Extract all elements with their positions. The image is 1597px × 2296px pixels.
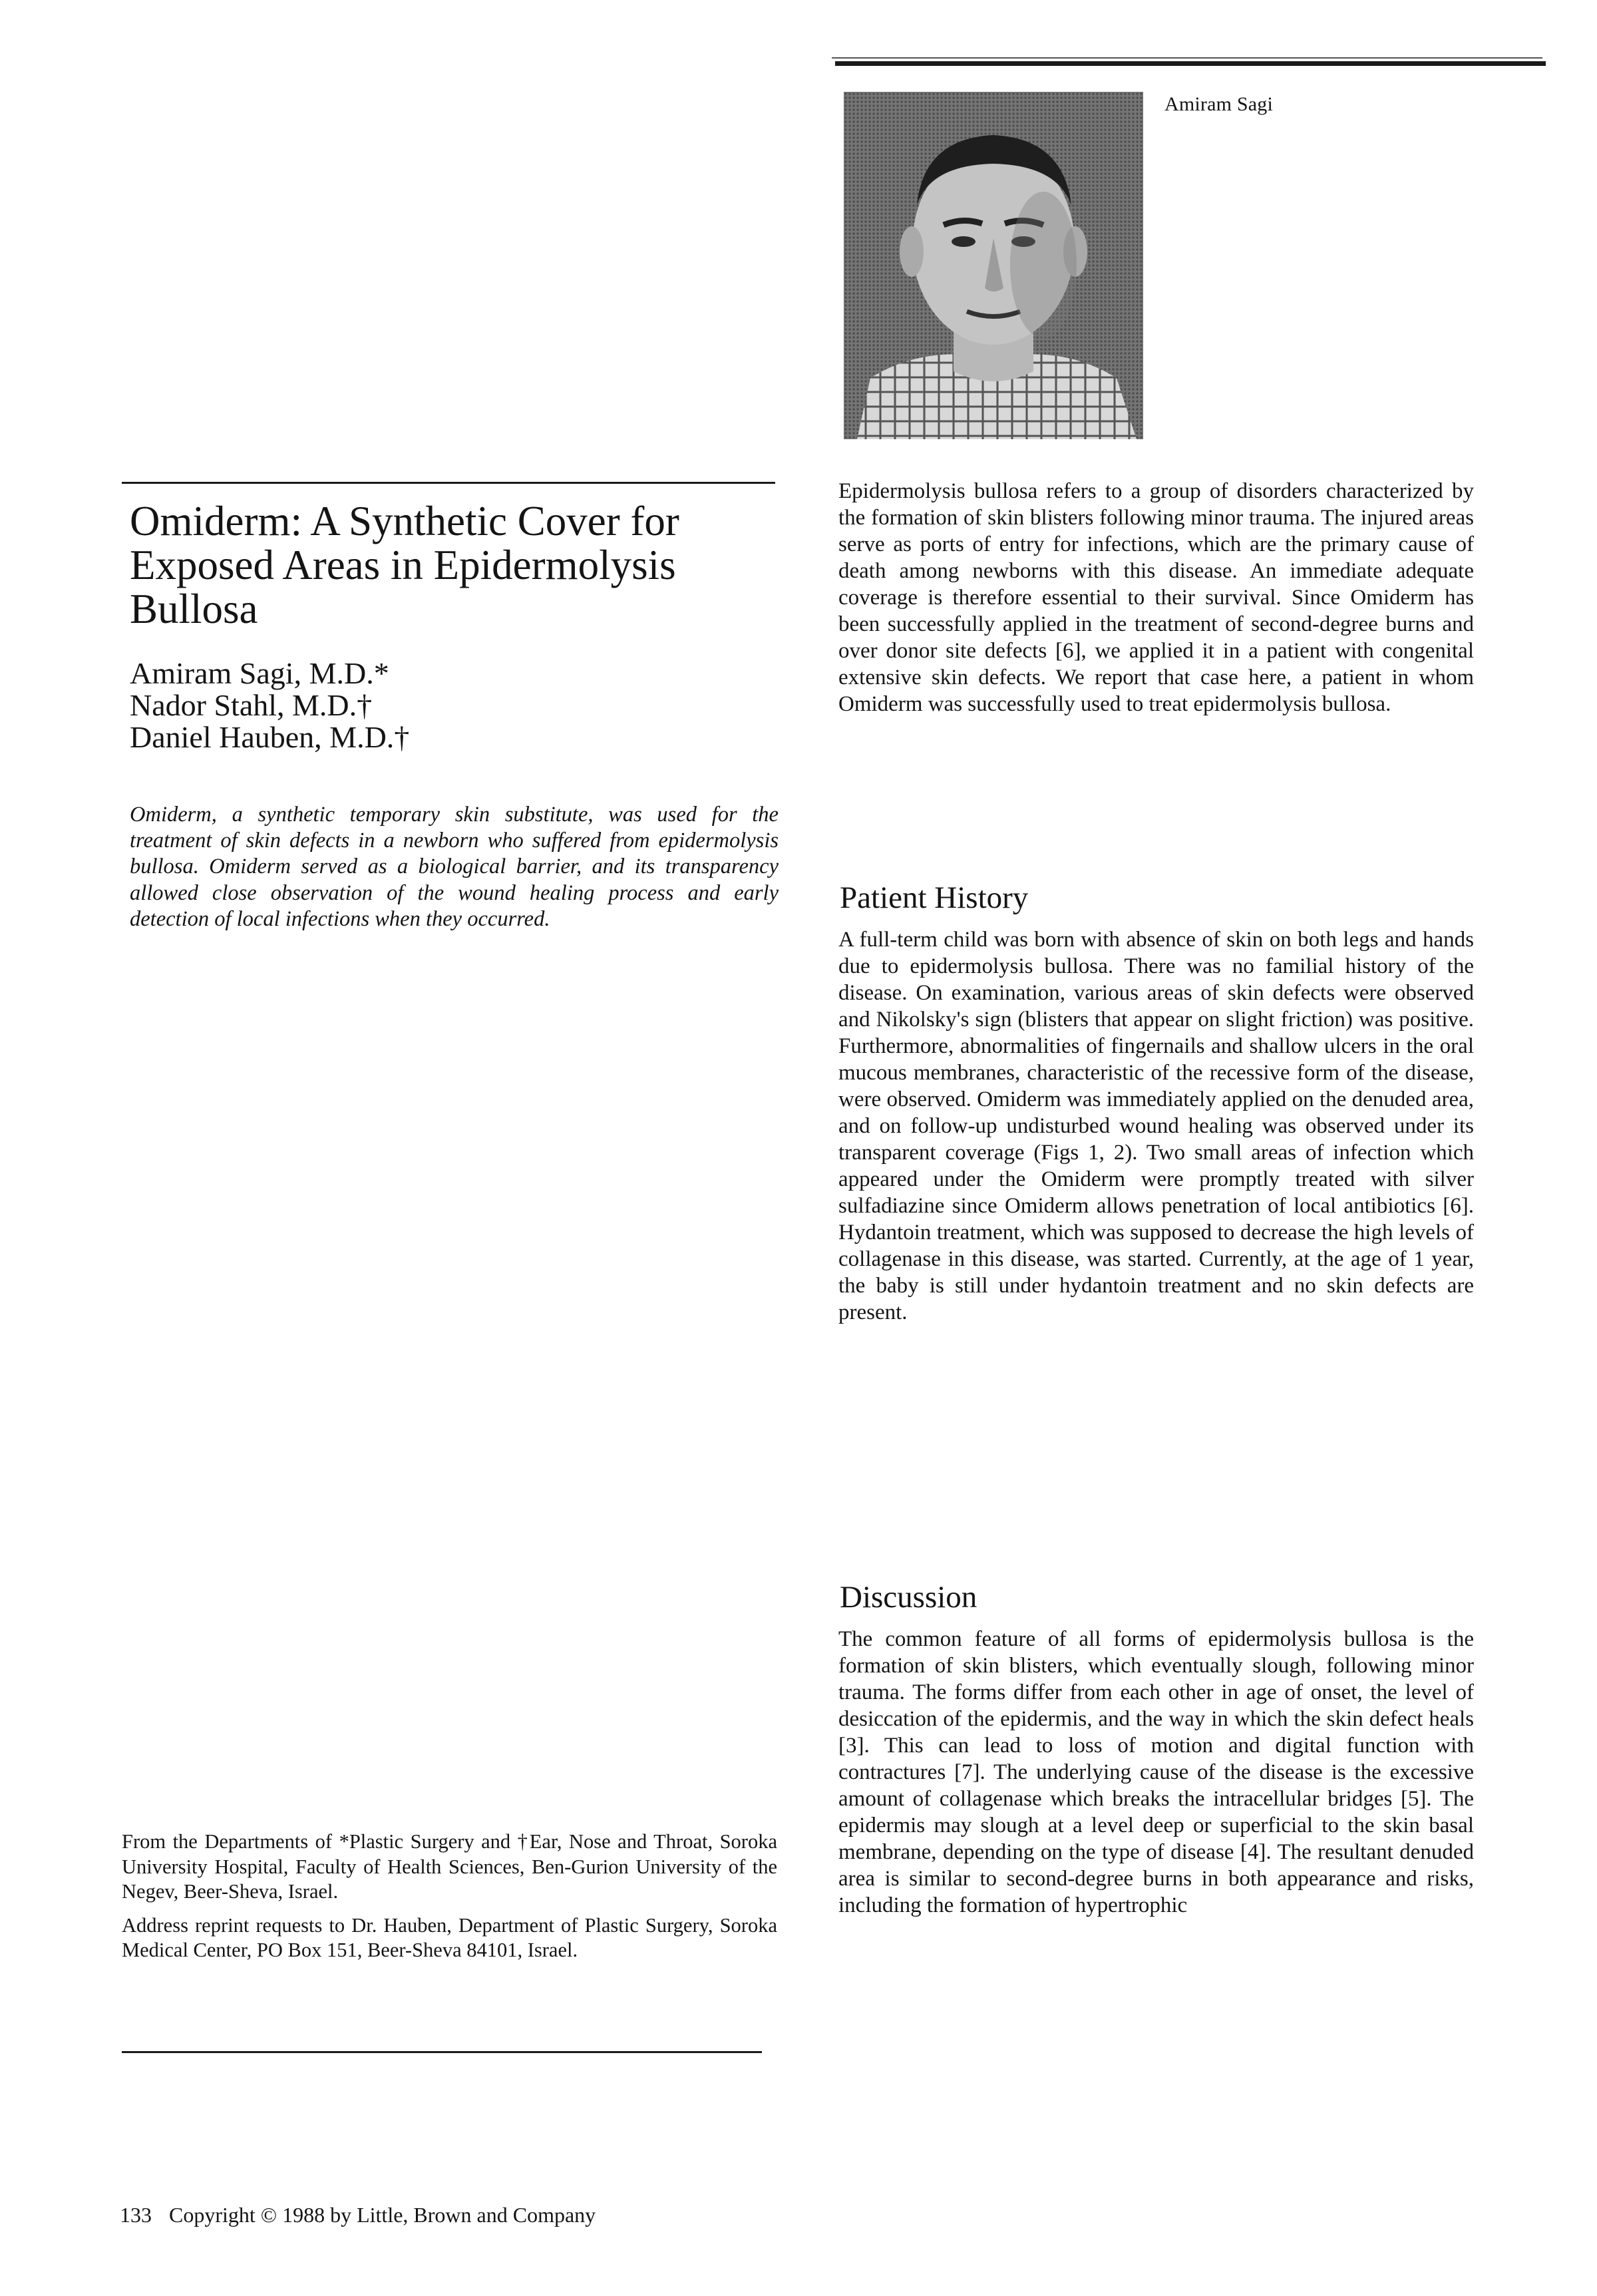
copyright-notice: Copyright © 1988 by Little, Brown and Company: [169, 2203, 596, 2227]
photo-caption: Amiram Sagi: [1164, 93, 1274, 115]
abstract: Omiderm, a synthetic temporary skin substitute, was used for the treatment of skin defects in a newborn who suffered from epidermolysis bullosa. Omiderm served as a biological barrier, and its transparency allowed close observation of the wound healing process and early detection of local infections when they occurred.: [130, 803, 779, 931]
footnote-rule: [122, 2051, 762, 2053]
page-number: 133: [120, 2203, 152, 2227]
section-heading-patient-history: Patient History: [840, 880, 1029, 915]
intro-paragraph: [838, 478, 1474, 717]
article-title: Omiderm: A Synthetic Cover for Exposed Areas in Epidermolysis Bullosa: [130, 498, 679, 632]
author-name: Daniel Hauben, M.D.†: [130, 720, 410, 754]
section-text: A full-term child was born with absence of skin on both legs and hands due to epidermolysis bullosa. There was no familial history of the disease. On examination, various areas of skin defects were observed and Nikolsky's sign (blisters that appear on slight friction) was positive. Furthermore, abnormalities of fingernails and shallow ulcers in the oral mucous membranes, characteristic of the recessive form of the disease, were observed. Omiderm was immediately applied on the denuded area, and on follow-up undisturbed wound healing was observed under its transparent coverage (Figs 1, 2). Two small areas of infection which appeared under the Omiderm were promptly treated with silver sulfadiazine since Omiderm allows penetration of local antibiotics [6]. Hydantoin treatment, which was supposed to decrease the high levels of collagenase in this disease, was started. Currently, at the age of 1 year, the baby is still under hydantoin treatment and no skin defects are present.: [838, 928, 1474, 1324]
author-name: Nador Stahl, M.D.†: [130, 688, 373, 722]
reprint-address: Address reprint requests to Dr. Hauben, Department of Plastic Surgery, Soroka Medical Center, PO Box 151, Beer-Sheva 84101, Israel.: [122, 1913, 777, 1961]
section-heading-discussion: Discussion: [840, 1580, 977, 1615]
title-rule: [122, 482, 775, 484]
header-rule: [835, 61, 1546, 66]
section-patient-history: [838, 926, 1474, 1326]
affiliation-text: From the Departments of *Plastic Surgery and †Ear, Nose and Throat, Soroka University Hospital, Faculty of Health Sciences, Ben-Gurion University of the Negev, Beer-Sheva, Israel.: [122, 1830, 777, 1903]
author-photo: [844, 92, 1143, 439]
header-rule-thin: [832, 57, 1542, 59]
section-discussion: [838, 1626, 1474, 1919]
page-footer: [120, 2203, 596, 2227]
intro-text: Epidermolysis bullosa refers to a group of disorders characterized by the formation of skin blisters following minor trauma. The injured areas serve as ports of entry for infections, which are the primary cause of death among newborns with this disease. An immediate adequate coverage is therefore essential to their survival. Since Omiderm has been successfully applied in the treatment of second-degree burns and over donor site defects [6], we applied it in a patient with congenital extensive skin defects. We report that case here, a patient in whom Omiderm was successfully used to treat epidermolysis bullosa.: [838, 479, 1474, 716]
affiliation-note: [122, 1829, 777, 1972]
author-list: [130, 658, 729, 753]
section-text: The common feature of all forms of epidermolysis bullosa is the formation of skin blisters, which eventually slough, following minor trauma. The forms differ from each other in age of onset, the level of desiccation of the epidermis, and the way in which the skin defect heals [3]. This can lead to loss of motion and digital function with contractures [7]. The underlying cause of the disease is the excessive amount of collagenase which breaks the intracellular bridges [5]. The epidermis may slough at a level deep or superficial to the skin basal membrane, depending on the type of disease [4]. The resultant denuded area is similar to second-degree burns in both appearance and risks, including the formation of hypertrophic: [838, 1627, 1474, 1917]
author-name: Amiram Sagi, M.D.*: [130, 656, 389, 690]
author-portrait-image: [844, 92, 1143, 439]
